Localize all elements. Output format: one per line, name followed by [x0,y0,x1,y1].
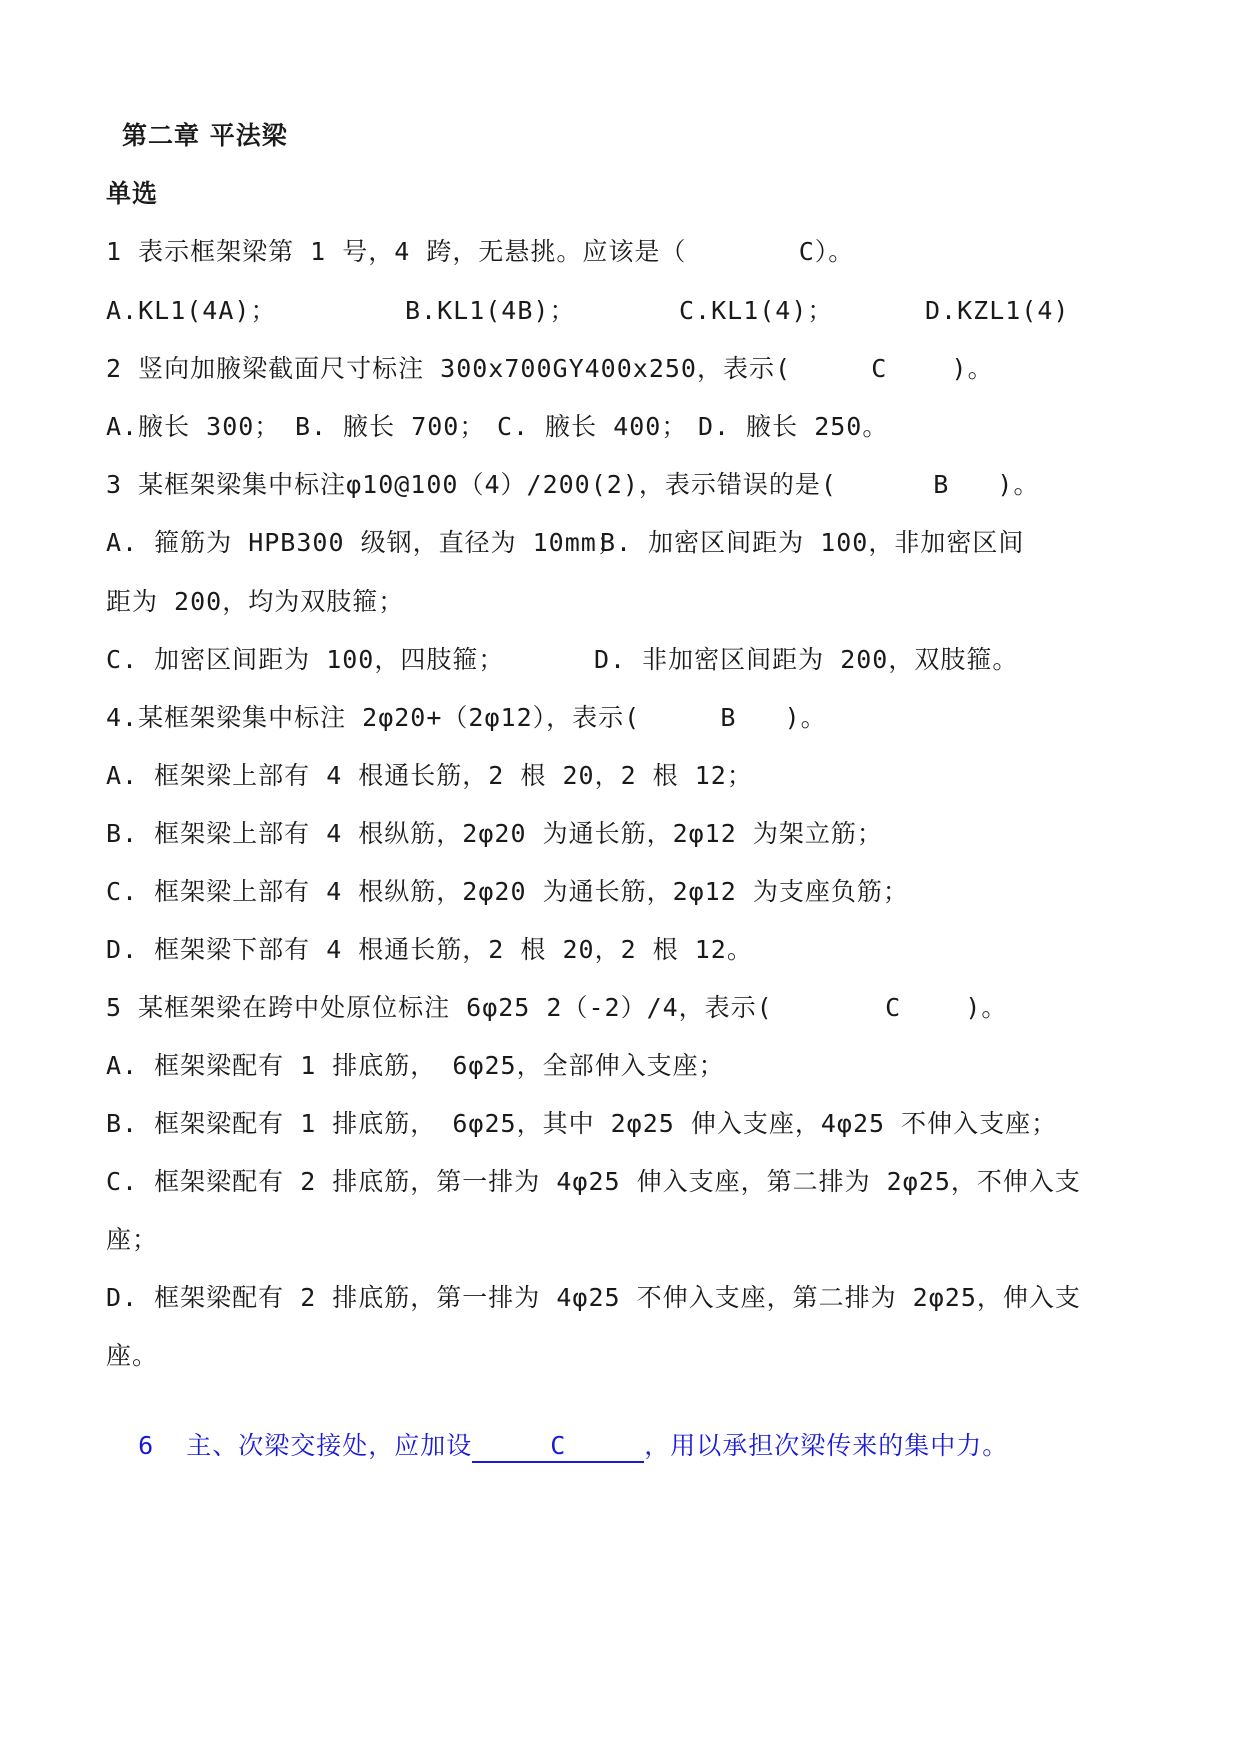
q3-option-b: B. 加密区间距为 100，非加密区间 [600,528,1025,557]
q5-option-b: B. 框架梁配有 1 排底筋， 6φ25，其中 2φ25 伸入支座，4φ25 不伸入支座； [106,1109,1058,1138]
q3-option-a: A. 箍筋为 HPB300 级钢，直径为 10mm； [106,528,623,557]
q1-option-d: D.KZL1(4) [925,296,1070,325]
q2-option-a: A.腋长 300； [106,412,281,441]
q2-option-c: C. 腋长 400； [497,412,688,441]
q4-option-d: D. 框架梁下部有 4 根通长筋，2 根 20，2 根 12。 [106,935,753,964]
q5-option-d: D. 框架梁配有 2 排底筋，第一排为 4φ25 不伸入支座，第二排为 2φ25，伸入支 [106,1283,1081,1312]
q1-option-c: C.KL1(4)； [679,296,834,325]
q5-option-d-cont: 座。 [106,1341,159,1370]
q3-option-d: D. 非加密区间距为 200，双肢箍。 [594,645,1019,674]
q2-option-b: B. 腋长 700； [295,412,486,441]
q2-option-d: D. 腋长 250。 [698,412,889,441]
q6-stem-before: 6 主、次梁交接处，应加设 [138,1431,473,1460]
q4-option-b: B. 框架梁上部有 4 根纵筋，2φ20 为通长筋，2φ12 为架立筋； [106,819,883,848]
q4-option-c: C. 框架梁上部有 4 根纵筋，2φ20 为通长筋，2φ12 为支座负筋； [106,877,909,906]
q1-stem: 1 表示框架梁第 1 号，4 跨，无悬挑。应该是（ C）。 [106,237,855,266]
q3-option-c: C. 加密区间距为 100，四肢箍； [106,645,505,674]
q4-option-a: A. 框架梁上部有 4 根通长筋，2 根 20，2 根 12； [106,761,753,790]
q2-stem: 2 竖向加腋梁截面尺寸标注 300x700GY400x250，表示( C )。 [106,354,994,383]
q1-option-b: B.KL1(4B)； [405,296,576,325]
q1-option-a: A.KL1(4A)； [106,296,277,325]
q5-option-c: C. 框架梁配有 2 排底筋，第一排为 4φ25 伸入支座，第二排为 2φ25，不伸入支 [106,1167,1081,1196]
q5-option-a: A. 框架梁配有 1 排底筋， 6φ25，全部伸入支座； [106,1051,725,1080]
q6-answer-blank: C [472,1431,644,1463]
q3-option-b-cont: 距为 200，均为双肢箍； [106,587,405,616]
q3-stem: 3 某框架梁集中标注φ10@100（4）/200(2)，表示错误的是( B )。 [106,470,1040,499]
q6-stem-after: ，用以承担次梁传来的集中力。 [644,1431,1009,1460]
section-title: 单选 [106,179,159,208]
q4-stem: 4.某框架梁集中标注 2φ20+（2φ12），表示( B )。 [106,703,827,732]
q6-line [106,1398,1008,1463]
q5-stem: 5 某框架梁在跨中处原位标注 6φ25 2（-2）/4，表示( C )。 [106,993,1008,1022]
q5-option-c-cont: 座； [106,1225,159,1254]
chapter-title: 第二章 平法梁 [122,121,288,150]
